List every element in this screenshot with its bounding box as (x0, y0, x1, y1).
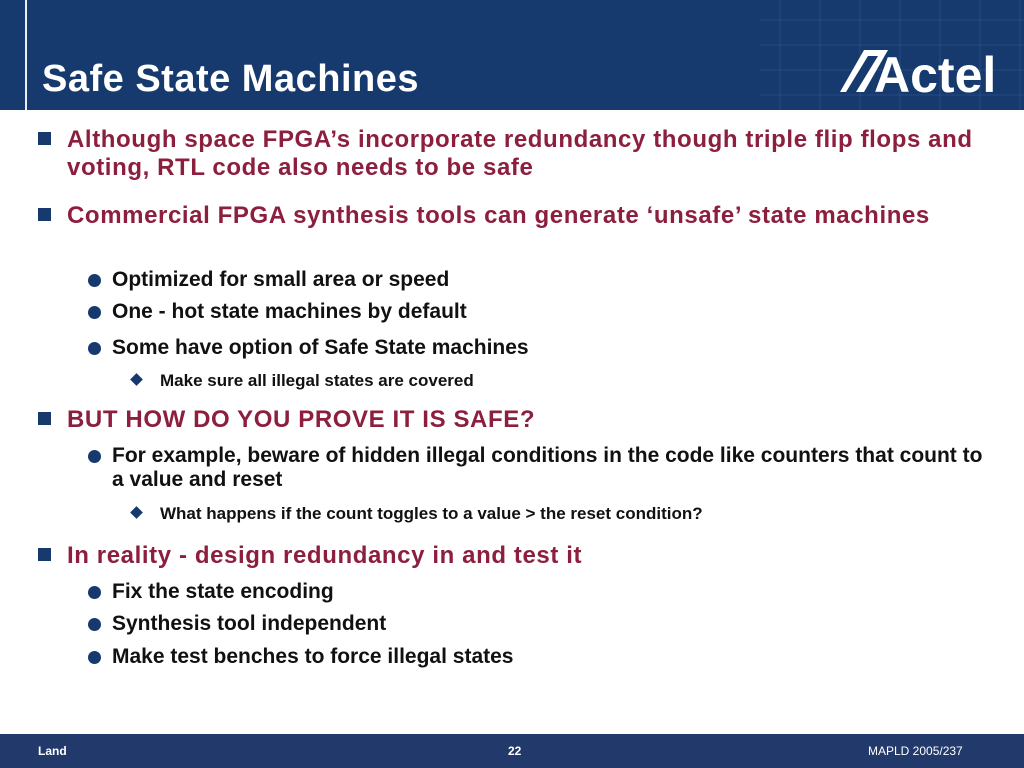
bullet-l2: For example, beware of hidden illegal conditions in the code like counters that count to a value and reset (88, 444, 988, 492)
round-bullet-icon (88, 306, 101, 319)
bullet-l2: Fix the state encoding (88, 580, 988, 604)
round-bullet-icon (88, 651, 101, 664)
diamond-bullet-icon (130, 506, 143, 519)
bullet-l3: What happens if the count toggles to a value > the reset condition? (130, 503, 990, 525)
round-bullet-icon (88, 342, 101, 355)
bullet-l1: BUT HOW DO YOU PROVE IT IS SAFE? (38, 406, 998, 434)
bullet-l1: Commercial FPGA synthesis tools can generate ‘unsafe’ state machines (38, 202, 998, 230)
square-bullet-icon (38, 208, 51, 221)
page-number: 22 (508, 744, 522, 758)
bullet-l2: Make test benches to force illegal states (88, 645, 988, 669)
square-bullet-icon (38, 412, 51, 425)
bullet-l2: Optimized for small area or speed (88, 268, 988, 292)
footer-author: Land (38, 744, 67, 758)
square-bullet-icon (38, 548, 51, 561)
logo-text: Actel (874, 47, 997, 98)
footer-conference: MAPLD 2005/237 (868, 744, 963, 758)
bullet-l2: Some have option of Safe State machines (88, 336, 988, 360)
slide-header (0, 0, 1024, 110)
round-bullet-icon (88, 450, 101, 463)
round-bullet-icon (88, 274, 101, 287)
actel-logo-icon (838, 46, 1003, 98)
square-bullet-icon (38, 132, 51, 145)
bullet-l3: Make sure all illegal states are covered (130, 370, 990, 392)
diamond-bullet-icon (130, 373, 143, 386)
bullet-l1: In reality - design redundancy in and test it (38, 542, 998, 570)
bullet-l2: Synthesis tool independent (88, 612, 988, 636)
bullet-l1: Although space FPGA’s incorporate redundancy though triple flip flops and voting, RTL code also needs to be safe (38, 126, 998, 182)
round-bullet-icon (88, 618, 101, 631)
bullet-l2: One - hot state machines by default (88, 300, 988, 324)
slide-title: Safe State Machines (42, 58, 419, 100)
header-divider (25, 0, 27, 110)
round-bullet-icon (88, 586, 101, 599)
slide-footer (0, 734, 1024, 768)
